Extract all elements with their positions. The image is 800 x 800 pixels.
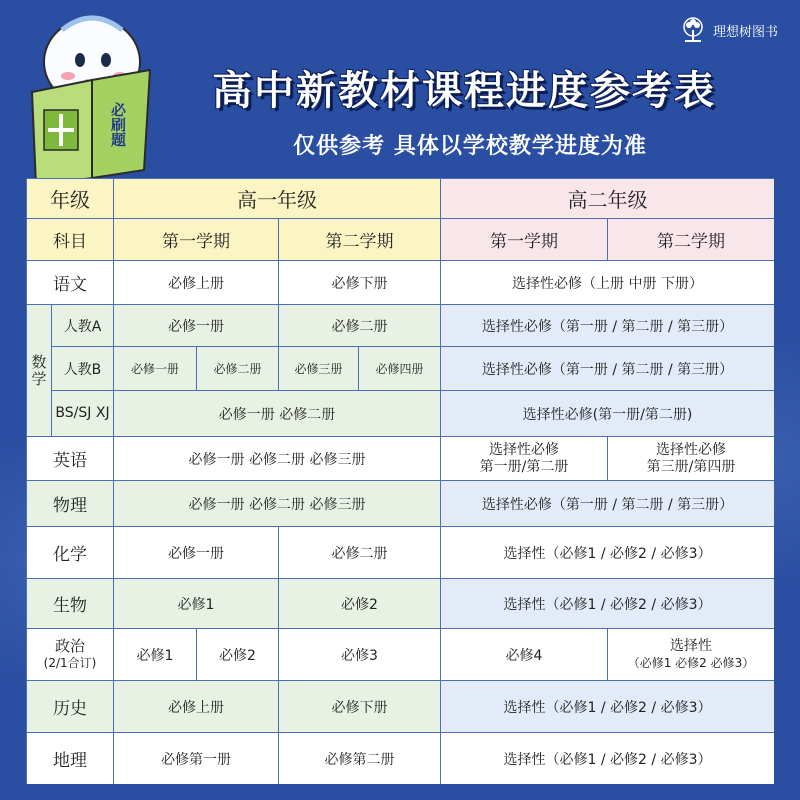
- header-subject: 科目: [27, 219, 114, 261]
- physics-g2: 选择性必修（第一册 / 第二册 / 第三册）: [441, 481, 775, 527]
- politics-note: (2/1合订): [43, 655, 97, 670]
- math-pep-b-c1: 必修一册: [114, 347, 197, 391]
- math-pep-a-g1t1: 必修一册: [114, 305, 279, 347]
- math-pep-b-c3: 必修三册: [279, 347, 359, 391]
- biology-g2: 选择性（必修1 / 必修2 / 必修3）: [441, 579, 775, 629]
- subject-geography: 地理: [27, 733, 114, 785]
- schedule-table: [26, 178, 774, 784]
- subject-biology: 生物: [27, 579, 114, 629]
- math-bs-label: BS/SJ XJ: [52, 391, 114, 437]
- header-g2-term1: 第一学期: [441, 219, 608, 261]
- header-g1-term2: 第二学期: [279, 219, 441, 261]
- subject-english: 英语: [27, 437, 114, 481]
- politics-g2t1: 必修4: [441, 629, 608, 681]
- english-g1: 必修一册 必修二册 必修三册: [114, 437, 441, 481]
- term-header-row: [27, 219, 775, 261]
- history-g1t2: 必修下册: [279, 681, 441, 733]
- chemistry-g1t1: 必修一册: [114, 527, 279, 579]
- subject-chemistry: 化学: [27, 527, 114, 579]
- row-math-pep-a: [27, 305, 775, 347]
- history-g1t1: 必修上册: [114, 681, 279, 733]
- politics-g2t2-line2: （必修1 必修2 必修3）: [627, 655, 755, 670]
- row-history: [27, 681, 775, 733]
- politics-c2: 必修2: [197, 629, 279, 681]
- math-pep-a-label: 人教A: [52, 305, 114, 347]
- page-title: 高中新教材课程进度参考表: [212, 68, 716, 114]
- row-chinese: [27, 261, 775, 305]
- politics-g1t2: 必修3: [279, 629, 441, 681]
- chemistry-g1t2: 必修二册: [279, 527, 441, 579]
- geography-g2: 选择性（必修1 / 必修2 / 必修3）: [441, 733, 775, 785]
- subject-politics: [27, 629, 114, 681]
- english-g2t2: [608, 437, 775, 481]
- politics-c1: 必修1: [114, 629, 197, 681]
- header-grade1: 高一年级: [114, 179, 441, 219]
- math-pep-b-c4: 必修四册: [359, 347, 441, 391]
- mascot-book-text: 必刷题: [109, 102, 127, 147]
- biology-g1t1: 必修1: [114, 579, 279, 629]
- header-grade: 年级: [27, 179, 114, 219]
- row-biology: [27, 579, 775, 629]
- row-geography: [27, 733, 775, 785]
- subject-chinese: 语文: [27, 261, 114, 305]
- row-politics: [27, 629, 775, 681]
- brand-name: 理想树图书: [712, 24, 778, 40]
- english-g2t1-line2: 第一册/第二册: [479, 458, 569, 475]
- chinese-g1t1: 必修上册: [114, 261, 279, 305]
- math-bs-g2: 选择性必修(第一册/第二册): [441, 391, 775, 437]
- row-chemistry: [27, 527, 775, 579]
- row-english: [27, 437, 775, 481]
- english-g2t2-line2: 第三册/第四册: [646, 458, 736, 475]
- math-pep-a-g2: 选择性必修（第一册 / 第二册 / 第三册）: [441, 305, 775, 347]
- math-pep-b-c2: 必修二册: [197, 347, 279, 391]
- geography-g1t1: 必修第一册: [114, 733, 279, 785]
- math-pep-b-label: 人教B: [52, 347, 114, 391]
- history-g2: 选择性（必修1 / 必修2 / 必修3）: [441, 681, 775, 733]
- math-pep-a-g1t2: 必修二册: [279, 305, 441, 347]
- politics-g2t2-line1: 选择性: [670, 637, 712, 654]
- brand-logo: [679, 16, 778, 44]
- header-g2-term2: 第二学期: [608, 219, 775, 261]
- subject-history: 历史: [27, 681, 114, 733]
- biology-g1t2: 必修2: [279, 579, 441, 629]
- row-physics: [27, 481, 775, 527]
- math-pep-b-g2: 选择性必修（第一册 / 第二册 / 第三册）: [441, 347, 775, 391]
- subject-math: 数学: [27, 305, 52, 437]
- english-g2t2-line1: 选择性必修: [656, 441, 726, 458]
- math-bs-g1: 必修一册 必修二册: [114, 391, 441, 437]
- english-g2t1: [441, 437, 608, 481]
- physics-g1: 必修一册 必修二册 必修三册: [114, 481, 441, 527]
- header-g1-term1: 第一学期: [114, 219, 279, 261]
- subject-physics: 物理: [27, 481, 114, 527]
- row-math-bs: [27, 391, 775, 437]
- politics-g2t2: [608, 629, 775, 681]
- mascot-illustration: [22, 10, 157, 195]
- grade-header-row: [27, 179, 775, 219]
- english-g2t1-line1: 选择性必修: [489, 441, 559, 458]
- geography-g1t2: 必修第二册: [279, 733, 441, 785]
- politics-name: 政治: [54, 636, 85, 655]
- chinese-g1t2: 必修下册: [279, 261, 441, 305]
- row-math-pep-b: [27, 347, 775, 391]
- chemistry-g2: 选择性（必修1 / 必修2 / 必修3）: [441, 527, 775, 579]
- tree-logo-icon: [679, 16, 707, 44]
- header-grade2: 高二年级: [441, 179, 775, 219]
- chinese-g2: 选择性必修（上册 中册 下册）: [441, 261, 775, 305]
- page-subtitle: 仅供参考 具体以学校教学进度为准: [293, 134, 647, 159]
